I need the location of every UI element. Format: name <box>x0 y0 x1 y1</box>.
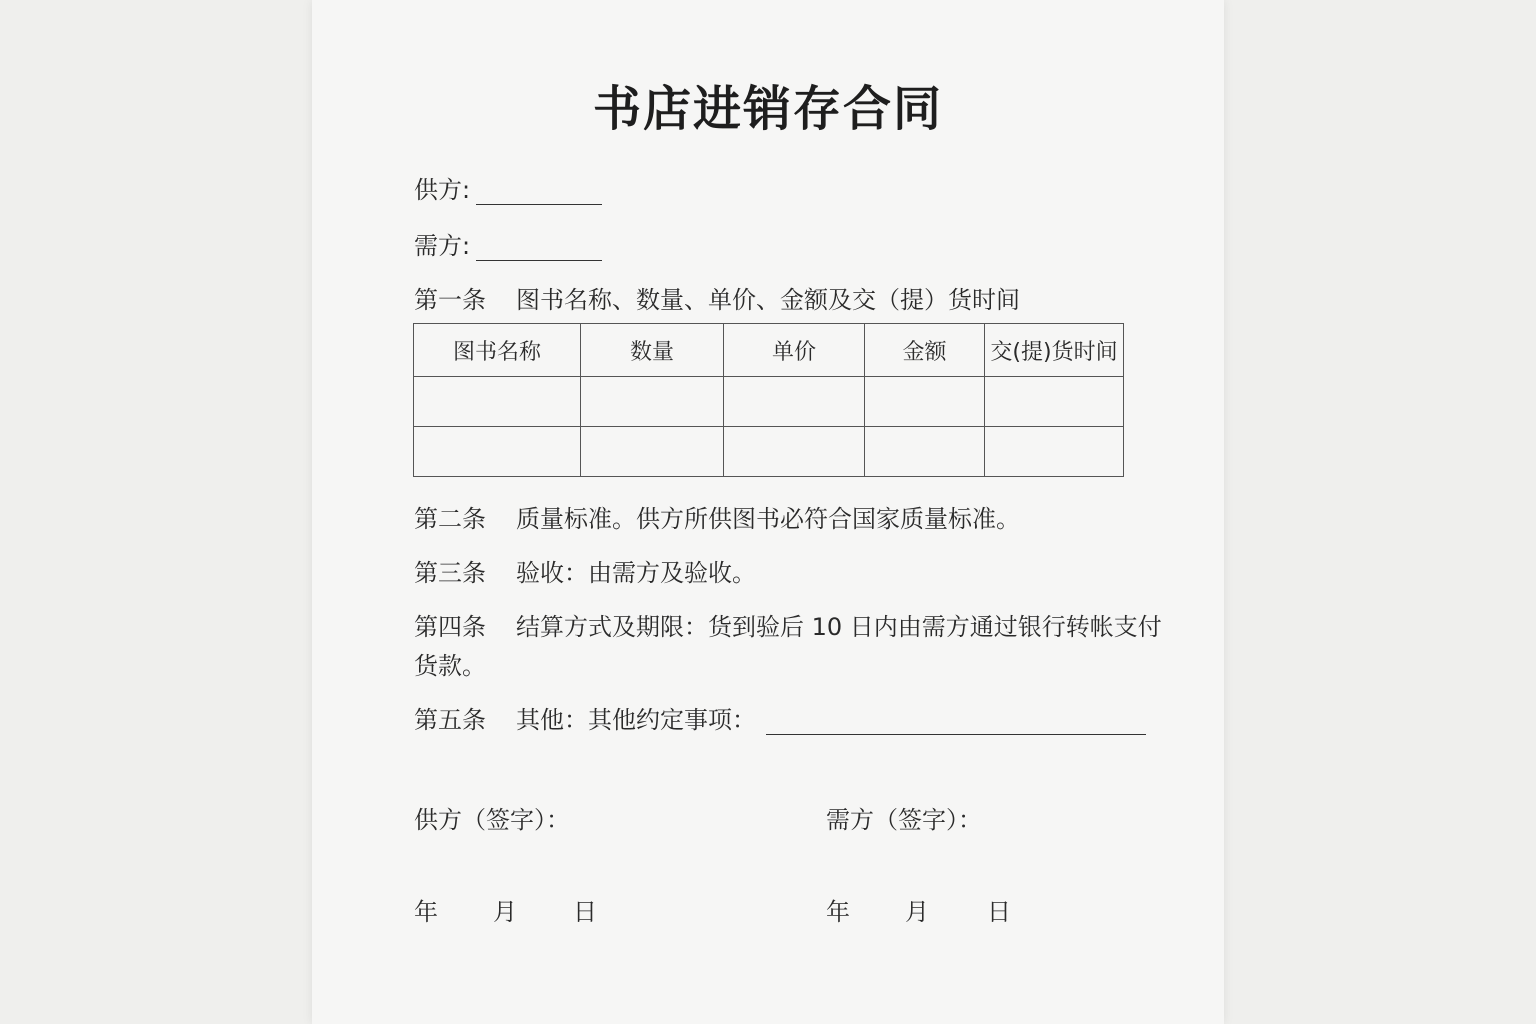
buyer-date-year: 年 <box>826 898 850 926</box>
clause-text: 其他：其他约定事项： <box>516 706 756 734</box>
table-row <box>414 427 1124 477</box>
supplier-blank[interactable] <box>476 184 602 205</box>
table-row <box>414 377 1124 427</box>
clause-number: 第二条 <box>414 505 486 533</box>
table-cell[interactable] <box>865 427 985 477</box>
contract-page <box>312 0 1224 1024</box>
clause-3 <box>414 553 756 588</box>
clause-number: 第五条 <box>414 706 486 734</box>
clause-number: 第一条 <box>414 286 486 314</box>
supplier-line <box>414 170 602 205</box>
table-cell[interactable] <box>581 377 724 427</box>
buyer-signature-label: 需方（签字）： <box>826 806 982 834</box>
clause-4-continuation <box>414 646 486 681</box>
clause-5 <box>414 700 1146 735</box>
clause-text: 验收：由需方及验收。 <box>516 559 756 587</box>
buyer-label: 需方: <box>414 232 471 260</box>
supplier-date-day: 日 <box>573 898 597 926</box>
clause-number: 第四条 <box>414 613 486 641</box>
table-cell[interactable] <box>985 427 1124 477</box>
table-cell[interactable] <box>414 377 581 427</box>
clause-text: 货款。 <box>414 652 486 680</box>
goods-table <box>413 323 1124 477</box>
clause-text: 图书名称、数量、单价、金额及交（提）货时间 <box>516 286 1020 314</box>
clause-text: 质量标准。供方所供图书必符合国家质量标准。 <box>516 505 1020 533</box>
document-title: 书店进销存合同 <box>592 81 943 137</box>
supplier-signature-label: 供方（签字）： <box>414 806 570 834</box>
supplier-label: 供方: <box>414 176 471 204</box>
clause-2 <box>414 499 1020 534</box>
header-unit-price: 单价 <box>724 324 865 377</box>
buyer-date-day: 日 <box>987 898 1011 926</box>
buyer-line <box>414 226 602 261</box>
table-cell[interactable] <box>581 427 724 477</box>
table-cell[interactable] <box>985 377 1124 427</box>
table-cell[interactable] <box>724 427 865 477</box>
table-cell[interactable] <box>865 377 985 427</box>
supplier-date-month: 月 <box>493 898 517 926</box>
buyer-date-month: 月 <box>905 898 929 926</box>
table-cell[interactable] <box>414 427 581 477</box>
table-cell[interactable] <box>724 377 865 427</box>
header-quantity: 数量 <box>581 324 724 377</box>
clause-number: 第三条 <box>414 559 486 587</box>
buyer-blank[interactable] <box>476 240 602 261</box>
header-book-name: 图书名称 <box>414 324 581 377</box>
table-header-row <box>414 324 1124 377</box>
clause-text: 结算方式及期限：货到验后 10 日内由需方通过银行转帐支付 <box>516 613 1162 641</box>
header-amount: 金额 <box>865 324 985 377</box>
clause-1 <box>414 280 1020 315</box>
clause-4 <box>414 607 1162 642</box>
header-delivery-time: 交(提)货时间 <box>985 324 1124 377</box>
other-terms-blank[interactable] <box>766 714 1146 735</box>
supplier-date-year: 年 <box>414 898 438 926</box>
